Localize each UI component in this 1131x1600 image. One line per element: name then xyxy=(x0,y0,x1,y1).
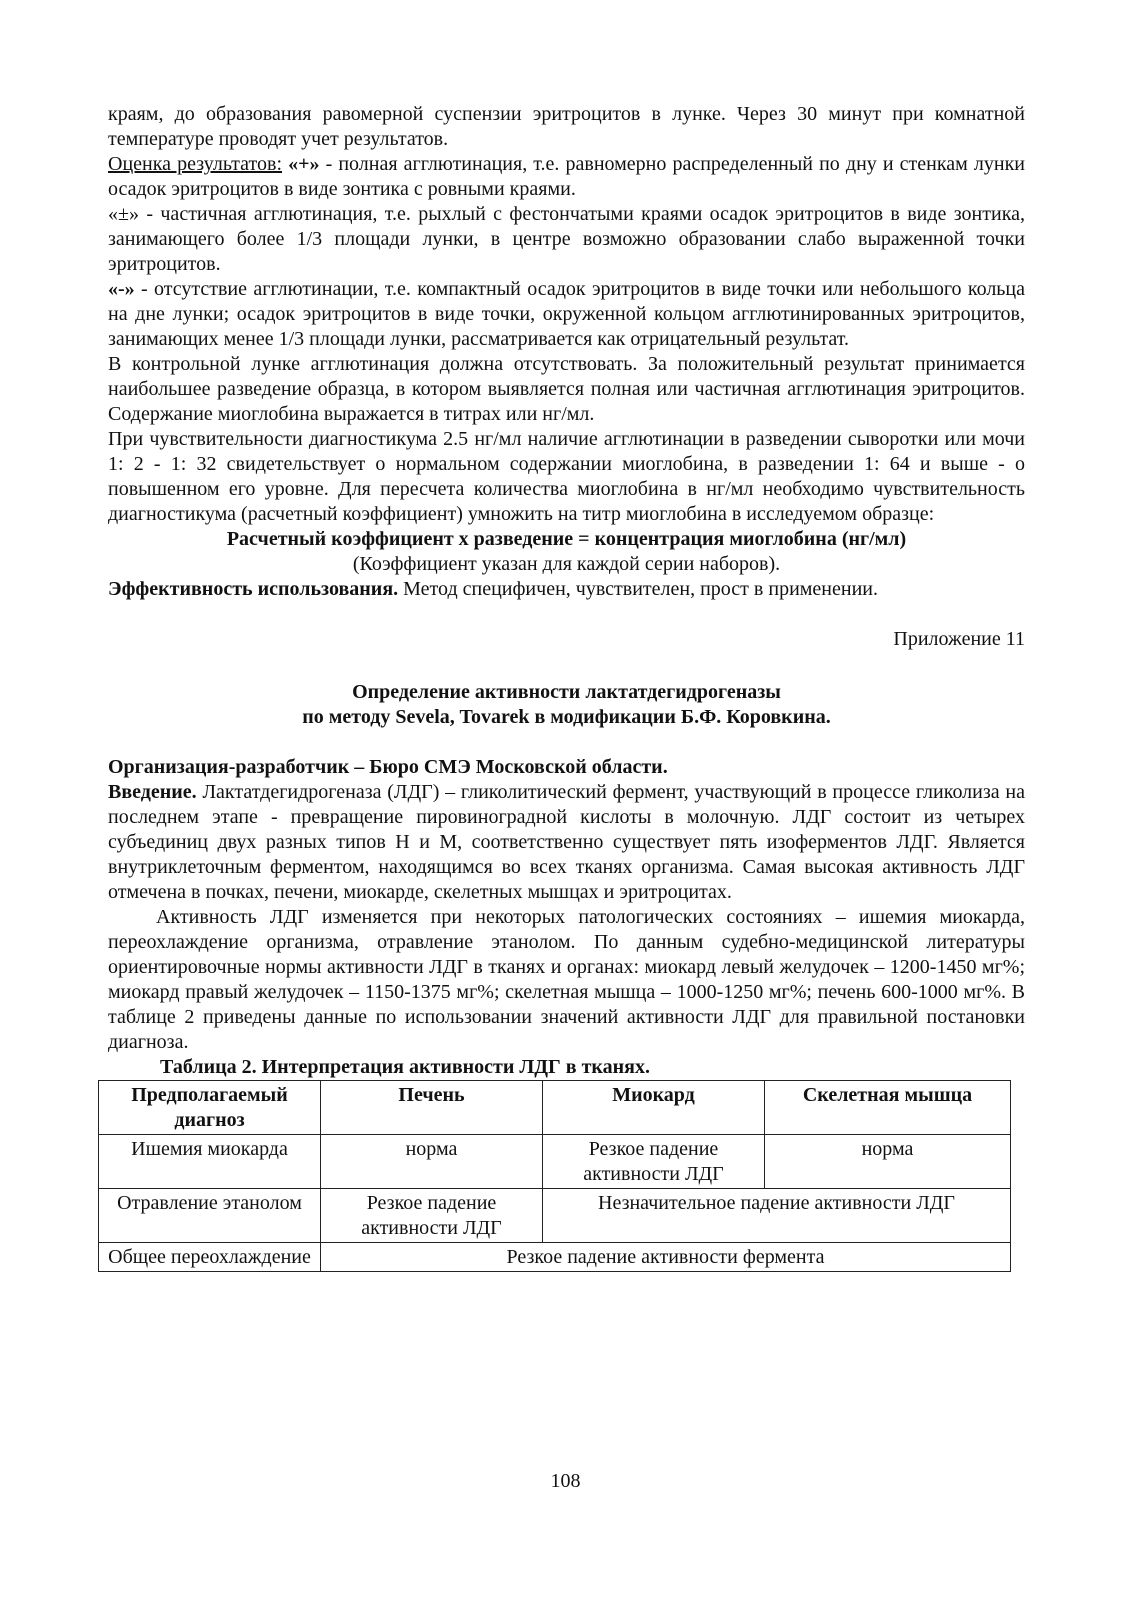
minus-description: - отсутствие агглютинации, т.е. компактный осадок эритроцитов в виде точки или небольшого кольца на дне лунки; осадок эритроцитов в виде точки, окруженной кольцом агглютинированных эритроцитов, занимающих менее 1/3 площади лунки, рассматривается как отрицательный результат. xyxy=(108,278,1025,350)
plus-description: - полная агглютинация, т.е. равномерно распределенный по дну и стенкам лунки осадок эритроцитов в виде зонтика с ровными краями. xyxy=(108,153,1025,200)
header-liver: Печень xyxy=(321,1081,543,1135)
introduction-label: Введение. xyxy=(108,781,197,803)
formula: Расчетный коэффициент х разведение = концентрация миоглобина (нг/мл) xyxy=(226,528,907,550)
eval-results-label: Оценка результатов: xyxy=(108,153,282,175)
section-title-line-2: по методу Sevela, Tovarek в модификации Б.Ф. Коровкина. xyxy=(302,706,831,728)
ldh-interpretation-table xyxy=(98,1080,1011,1272)
table-cell: Резкое падение активности фермента xyxy=(321,1243,1011,1272)
header-skeletal-muscle: Скелетная мышца xyxy=(765,1081,1011,1135)
paragraph-eval-partial: «±» - частичная агглютинация, т.е. рыхлый с фестончатыми краями осадок эритроцитов в виде зонтика, занимающего более 1/3 площади лунки, в центре возможно образовании слабо выраженной точки эритроцитов. xyxy=(108,203,1025,275)
table-row xyxy=(99,1135,1011,1189)
table-cell: Резкое падение активности ЛДГ xyxy=(321,1189,543,1243)
efficiency-label: Эффективность использования. xyxy=(108,578,399,600)
paragraph-eval-minus xyxy=(108,277,1025,352)
table-cell: Резкое падение активности ЛДГ xyxy=(543,1135,765,1189)
introduction-text: Лактатдегидрогеназа (ЛДГ) – гликолитический фермент, участвующий в процессе гликолиза на последнем этапе - превращение пировиноградной кислоты в молочную. ЛДГ состоит из четырех субъединиц двух разных типов Н и М, соответственно существует пять изоферментов ЛДГ. Является внутриклеточным ферментом, находящимся во всех тканях организма. Самая высокая активность ЛДГ отмечена в почках, печени, миокарде, скелетных мышцах и эритроцитах. xyxy=(108,781,1025,903)
paragraph-ldh-activity: Активность ЛДГ изменяется при некоторых патологических состояниях – ишемия миокарда, переохлаждение организма, отравление этанолом. По данным судебно-медицинской литературы ориентировочные нормы активности ЛДГ в тканях и органах: миокард левый желудочек – 1200-1450 мг%; миокард правый желудочек – 1150-1375 мг%; скелетная мышца – 1000-1250 мг%; печень 600-1000 мг%. В таблице 2 приведены данные по использовании значений активности ЛДГ для правильной постановки диагноза. xyxy=(108,906,1025,1053)
table-cell: норма xyxy=(765,1135,1011,1189)
document-page xyxy=(108,102,1025,1272)
paragraph-sensitivity: При чувствительности диагностикума 2.5 нг/мл наличие агглютинации в разведении сыворотки или мочи 1: 2 - 1: 32 свидетельствует о нормальном содержании миоглобина, в разведении 1: 64 и выше - о повышенном его уровне. Для пересчета количества миоглобина в нг/мл необходимо чувствительность диагностикума (расчетный коэффициент) умножить на титр миоглобина в исследуемом образце: xyxy=(108,428,1025,525)
table-caption: Таблица 2. Интерпретация активности ЛДГ в тканях. xyxy=(160,1056,650,1078)
table-row xyxy=(99,1243,1011,1272)
table-row xyxy=(99,1189,1011,1243)
page-number: 108 xyxy=(550,1470,581,1492)
paragraph-suspension: краям, до образования равомерной суспензии эритроцитов в лунке. Через 30 минут при комнатной температуре проводят учет результатов. xyxy=(108,103,1025,150)
table-cell: Общее переохлаждение xyxy=(99,1243,321,1272)
plus-symbol: «+» xyxy=(288,153,320,175)
paragraph-introduction xyxy=(108,780,1025,905)
minus-symbol: «-» xyxy=(108,278,135,300)
header-myocardium: Миокард xyxy=(543,1081,765,1135)
paragraph-control-well: В контрольной лунке агглютинация должна отсутствовать. За положительный результат принимается наибольшее разведение образца, в котором выявляется полная или частичная агглютинация эритроцитов. Содержание миоглобина выражается в титрах или нг/мл. xyxy=(108,353,1025,425)
formula-note: (Коэффициент указан для каждой серии наборов). xyxy=(352,553,781,575)
table-cell: норма xyxy=(321,1135,543,1189)
header-diagnosis: Предполагаемый диагноз xyxy=(99,1081,321,1135)
developer-organization: Организация-разработчик – Бюро СМЭ Московской области. xyxy=(108,756,668,778)
section-title-line-1: Определение активности лактатдегидрогеназы xyxy=(352,681,781,703)
table-cell: Отравление этанолом xyxy=(99,1189,321,1243)
table-header-row xyxy=(99,1081,1011,1135)
table-cell: Ишемия миокарда xyxy=(99,1135,321,1189)
paragraph-efficiency xyxy=(108,577,1025,602)
paragraph-eval-plus xyxy=(108,152,1025,202)
table-cell: Незначительное падение активности ЛДГ xyxy=(543,1189,1011,1243)
appendix-label: Приложение 11 xyxy=(893,628,1025,650)
efficiency-text: Метод специфичен, чувствителен, прост в применении. xyxy=(398,578,878,600)
